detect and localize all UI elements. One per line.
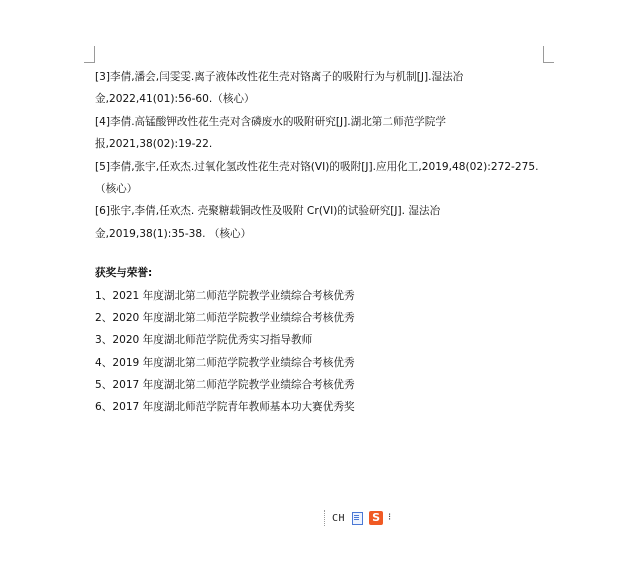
reference-line: （核心） xyxy=(95,182,138,195)
reference-line: 报,2021,38(02):19-22. xyxy=(95,138,213,151)
awards-title: 获奖与荣誉: xyxy=(95,267,153,280)
reference-line: [4]李倩.高锰酸钾改性花生壳对含磷废水的吸附研究[J].湖北第二师范学院学 xyxy=(95,115,446,128)
ime-toolbar[interactable] xyxy=(322,508,404,528)
top-right-corner-mark xyxy=(543,46,554,63)
reference-line: 金,2019,38(1):35-38. （核心） xyxy=(95,227,252,240)
reference-item xyxy=(95,200,545,245)
document-content xyxy=(95,66,545,419)
reference-item xyxy=(95,156,545,201)
reference-line: [6]张宇,李倩,任欢杰. 壳聚糖载铜改性及吸附 Cr(VI)的试验研究[J]. 湿法冶 xyxy=(95,205,441,218)
section-spacer xyxy=(95,245,545,262)
award-item: 4、2019 年度湖北第二师范学院教学业绩综合考核优秀 xyxy=(95,356,355,369)
reference-line: 金,2022,41(01):56-60.（核心） xyxy=(95,93,255,106)
reference-item xyxy=(95,111,545,156)
menu-arrow-icon[interactable]: ⁝ xyxy=(388,512,392,523)
ime-language-indicator[interactable]: CH xyxy=(332,512,346,524)
toolbar-grip-icon[interactable] xyxy=(324,510,327,526)
reference-line: [3]李倩,潘会,闫雯雯.离子液体改性花生壳对铬离子的吸附行为与机制[J].湿法冶 xyxy=(95,71,464,83)
award-item: 2、2020 年度湖北第二师范学院教学业绩综合考核优秀 xyxy=(95,311,355,324)
reference-item xyxy=(95,66,545,111)
sogou-s-icon[interactable]: S xyxy=(369,511,383,525)
award-item: 3、2020 年度湖北师范学院优秀实习指导教师 xyxy=(95,334,313,347)
award-item: 1、2021 年度湖北第二师范学院教学业绩综合考核优秀 xyxy=(95,289,355,302)
award-item: 5、2017 年度湖北第二师范学院教学业绩综合考核优秀 xyxy=(95,379,355,392)
document-icon[interactable] xyxy=(350,511,364,525)
reference-line: [5]李倩,张宇,任欢杰.过氧化氢改性花生壳对铬(VI)的吸附[J].应用化工,2019,48(02):272-275. xyxy=(95,160,539,173)
award-item: 6、2017 年度湖北师范学院青年教师基本功大赛优秀奖 xyxy=(95,401,355,414)
top-left-corner-mark xyxy=(84,46,95,63)
